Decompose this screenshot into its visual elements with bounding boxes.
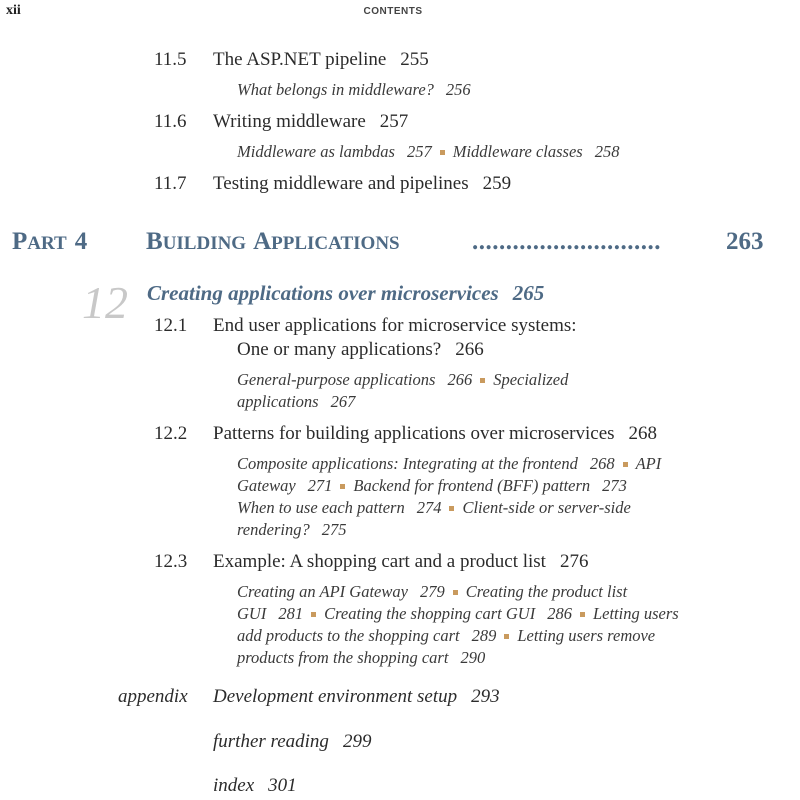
further-reading-entry[interactable] xyxy=(213,731,371,753)
part-label-initial: P xyxy=(12,228,28,255)
subsection-title[interactable]: products from the shopping cart xyxy=(237,648,449,667)
subsection-page: 256 xyxy=(445,80,471,99)
subsection-title[interactable]: Middleware as lambdas xyxy=(237,142,395,161)
section-number: 11.7 xyxy=(154,173,187,194)
subsection-page: 257 xyxy=(406,142,432,161)
index-page: 301 xyxy=(268,775,297,796)
subsection-line xyxy=(237,142,619,162)
subsection-title[interactable]: applications xyxy=(237,392,319,411)
part-title-initial: B xyxy=(146,228,163,255)
subsection-page: 275 xyxy=(321,520,347,539)
part-leader-dots: ............................ xyxy=(472,228,661,255)
subsection-line xyxy=(237,476,627,496)
part-title[interactable] xyxy=(146,228,400,256)
subsection-title[interactable]: Middleware classes xyxy=(452,142,583,161)
section-page: 255 xyxy=(400,49,429,70)
subsection-line xyxy=(237,454,661,474)
subsection-title[interactable]: Composite applications: Integrating at the frontend xyxy=(237,454,578,473)
section-title: The ASP.NET pipeline xyxy=(213,49,387,70)
section-number: 12.3 xyxy=(154,551,188,572)
separator-bullet xyxy=(449,506,454,511)
subsection-line xyxy=(237,392,355,412)
separator-bullet xyxy=(440,150,445,155)
section-page: 268 xyxy=(628,423,658,444)
separator-bullet xyxy=(453,590,458,595)
separator-bullet xyxy=(340,484,345,489)
subsection-line xyxy=(237,520,346,540)
subsection-title[interactable]: Backend for frontend (BFF) pattern xyxy=(353,476,591,495)
toc-entry[interactable] xyxy=(213,551,588,573)
chapter-number: 12 xyxy=(82,277,128,328)
toc-entry[interactable] xyxy=(213,173,511,195)
section-page: 276 xyxy=(559,551,589,572)
section-number: 12.1 xyxy=(154,315,188,336)
subsection-title[interactable]: API xyxy=(635,454,662,473)
section-title: Writing middleware xyxy=(213,111,366,132)
section-number: 11.6 xyxy=(154,111,187,132)
section-title: Patterns for building applications over microservices xyxy=(213,423,615,444)
part-label-rest: ART xyxy=(27,233,67,254)
subsection-line xyxy=(237,370,568,390)
part-title-initial: A xyxy=(253,228,272,255)
subsection-page: 281 xyxy=(278,604,304,623)
toc-entry[interactable] xyxy=(213,315,577,337)
subsection-title[interactable]: Creating the shopping cart GUI xyxy=(324,604,536,623)
section-title: End user applications for microservice systems: xyxy=(213,315,577,336)
separator-bullet xyxy=(623,462,628,467)
appendix-page: 293 xyxy=(471,686,500,707)
subsection-title[interactable]: Client-side or server-side xyxy=(462,498,631,517)
part-title-rest: PPLICATIONS xyxy=(271,233,400,254)
toc-entry[interactable] xyxy=(213,423,657,445)
subsection-title[interactable]: What belongs in middleware? xyxy=(237,80,434,99)
toc-entry[interactable] xyxy=(213,49,429,71)
section-page: 257 xyxy=(379,111,409,132)
section-page: 266 xyxy=(455,339,484,360)
subsection-page: 267 xyxy=(330,392,356,411)
appendix-label: appendix xyxy=(118,686,188,707)
subsection-title[interactable]: When to use each pattern xyxy=(237,498,405,517)
chapter-page: 265 xyxy=(512,281,545,305)
subsection-line xyxy=(237,648,485,668)
separator-bullet xyxy=(480,378,485,383)
subsection-line xyxy=(237,604,679,624)
appendix-title: Development environment setup xyxy=(213,686,458,707)
chapter-entry[interactable] xyxy=(147,281,544,306)
part-number: 4 xyxy=(74,228,88,255)
section-number: 12.2 xyxy=(154,423,188,444)
subsection-page: 258 xyxy=(594,142,620,161)
subsection-line xyxy=(237,80,471,100)
subsection-page: 268 xyxy=(589,454,615,473)
subsection-title[interactable]: Creating the product list xyxy=(465,582,628,601)
separator-bullet xyxy=(504,634,509,639)
section-page: 259 xyxy=(482,173,512,194)
subsection-page: 266 xyxy=(447,370,473,389)
subsection-page: 290 xyxy=(460,648,486,667)
section-title: One or many applications? xyxy=(237,339,442,360)
subsection-title[interactable]: GUI xyxy=(237,604,267,623)
subsection-title[interactable]: Letting users remove xyxy=(517,626,656,645)
subsection-page: 274 xyxy=(416,498,442,517)
part-page: 263 xyxy=(726,228,764,255)
toc-entry-continuation[interactable] xyxy=(237,339,484,361)
separator-bullet xyxy=(311,612,316,617)
section-title: Testing middleware and pipelines xyxy=(213,173,469,194)
subsection-page: 271 xyxy=(307,476,333,495)
chapter-title: Creating applications over microservices xyxy=(147,281,499,305)
subsection-page: 286 xyxy=(547,604,572,623)
subsection-title[interactable]: rendering? xyxy=(237,520,310,539)
subsection-line xyxy=(237,498,631,518)
subsection-page: 273 xyxy=(602,476,627,495)
section-title: Example: A shopping cart and a product list xyxy=(213,551,546,572)
subsection-line xyxy=(237,582,627,602)
subsection-title[interactable]: General-purpose applications xyxy=(237,370,436,389)
subsection-title[interactable]: add products to the shopping cart xyxy=(237,626,460,645)
subsection-page: 279 xyxy=(419,582,445,601)
appendix-entry[interactable] xyxy=(213,686,500,708)
subsection-page: 289 xyxy=(471,626,497,645)
part-label xyxy=(12,228,87,256)
subsection-title[interactable]: Creating an API Gateway xyxy=(237,582,408,601)
subsection-line xyxy=(237,626,655,646)
page-number: xii xyxy=(6,3,21,18)
toc-entry[interactable] xyxy=(213,111,408,133)
further-reading-title: further reading xyxy=(213,731,329,752)
further-reading-page: 299 xyxy=(342,731,372,752)
subsection-title[interactable]: Letting users xyxy=(592,604,679,623)
subsection-title[interactable]: Gateway xyxy=(237,476,296,495)
index-title: index xyxy=(213,775,255,796)
running-head: CONTENTS xyxy=(363,6,423,17)
section-number: 11.5 xyxy=(154,49,187,70)
subsection-title[interactable]: Specialized xyxy=(493,370,569,389)
index-entry[interactable] xyxy=(213,775,297,797)
separator-bullet xyxy=(580,612,585,617)
part-title-rest: UILDING xyxy=(162,233,247,254)
